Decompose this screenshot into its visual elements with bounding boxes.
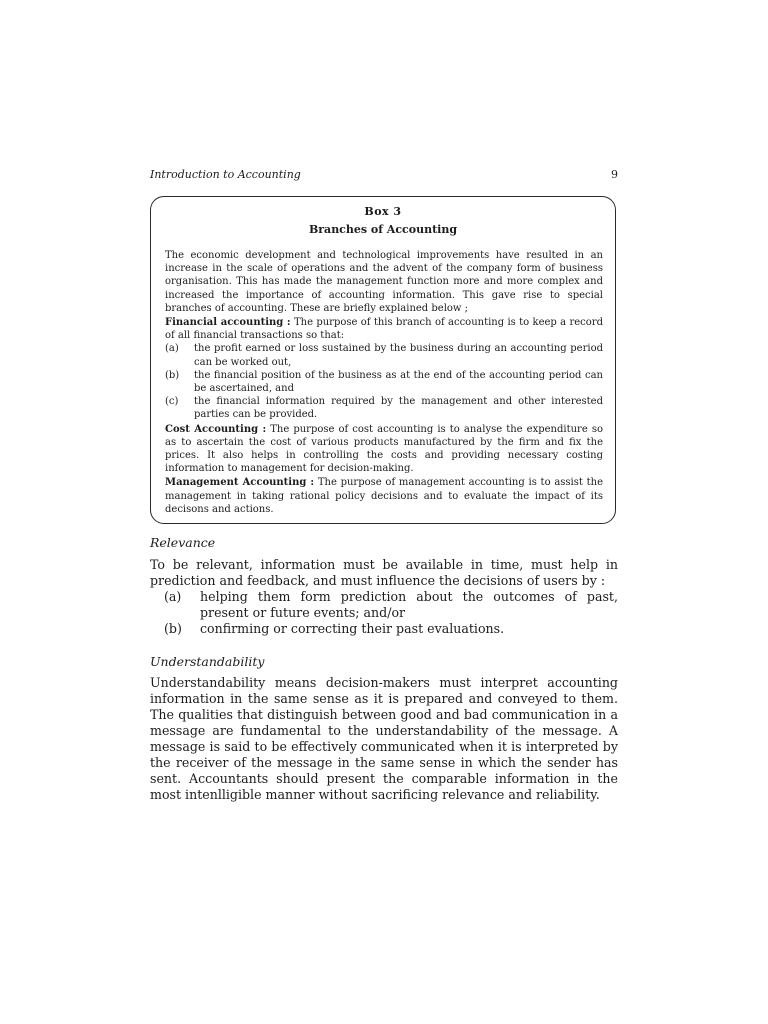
financial-accounting-term: Financial accounting :	[165, 317, 291, 329]
financial-accounting-text: The purpose of this branch of accounting is to keep a record of all financial transactions so that:	[165, 317, 603, 342]
list-item-text: the financial position of the business as at the end of the accounting period can be ascertained, and	[194, 369, 603, 395]
relevance-heading: Relevance	[150, 535, 216, 550]
list-item	[150, 589, 618, 621]
cost-accounting-paragraph	[165, 423, 603, 476]
management-accounting-paragraph	[165, 476, 603, 516]
running-head	[150, 168, 618, 181]
list-marker: (c)	[165, 396, 179, 408]
list-item	[150, 621, 618, 637]
list-item-text: the financial information required by the management and other interested parties can be provided.	[194, 396, 603, 421]
box-label: Box 3	[364, 205, 402, 218]
cost-accounting-term: Cost Accounting :	[165, 423, 267, 435]
management-accounting-text: The purpose of management accounting is to assist the management in taking rational policy decisions and to evaluate the impact of its decisons and actions.	[165, 477, 604, 515]
box-body	[165, 249, 603, 516]
relevance-intro: To be relevant, information must be available in time, must help in prediction and feedback, and must influence the decisions of users by :	[150, 557, 618, 588]
list-item	[165, 342, 603, 368]
management-accounting-term: Management Accounting :	[165, 477, 315, 489]
list-item-text: the profit earned or loss sustained by the business during an accounting period can be worked out,	[194, 343, 603, 368]
cost-accounting-text: The purpose of cost accounting is to analyse the expenditure so as to ascertain the cost of various products manufactured by the firm and fix the prices. It also helps in controlling the costs and providing necessary costing information to management for decision-making.	[165, 423, 603, 475]
list-item	[165, 395, 603, 421]
page-number: 9	[611, 168, 618, 181]
list-marker: (a)	[164, 589, 182, 604]
list-item	[165, 369, 603, 395]
box-branches-of-accounting	[150, 196, 616, 524]
running-head-title: Introduction to Accounting	[150, 168, 301, 181]
financial-accounting-paragraph	[165, 316, 603, 342]
box-title: Branches of Accounting	[308, 223, 458, 236]
relevance-section	[150, 557, 618, 637]
understandability-section	[150, 675, 618, 803]
list-marker: (a)	[165, 343, 179, 355]
understandability-heading: Understandability	[150, 654, 265, 669]
list-marker: (b)	[164, 621, 182, 636]
list-item-text: confirming or correcting their past evaluations.	[200, 621, 505, 636]
understandability-text: Understandability means decision-makers must interpret accounting information in the same sense as it is prepared and conveyed to them. The qualities that distinguish between good and bad communication in a message are fundamental to the understandability of the message. A message is said to be effectively communicated when it is interpreted by the receiver of the message in the same sense in which the sender has sent. Accountants should present the comparable information in the most intenlligible manner without sacrificing relevance and reliability.	[150, 675, 618, 802]
box-intro: The economic development and technological improvements have resulted in an increase in the scale of operations and the advent of the company form of business organisation. This has made the management function more and more complex and increased the importance of accounting information. This gave rise to special branches of accounting. These are briefly explained below ;	[165, 250, 603, 314]
list-marker: (b)	[165, 369, 180, 381]
list-item-text: helping them form prediction about the outcomes of past, present or future events; and/or	[200, 589, 618, 620]
